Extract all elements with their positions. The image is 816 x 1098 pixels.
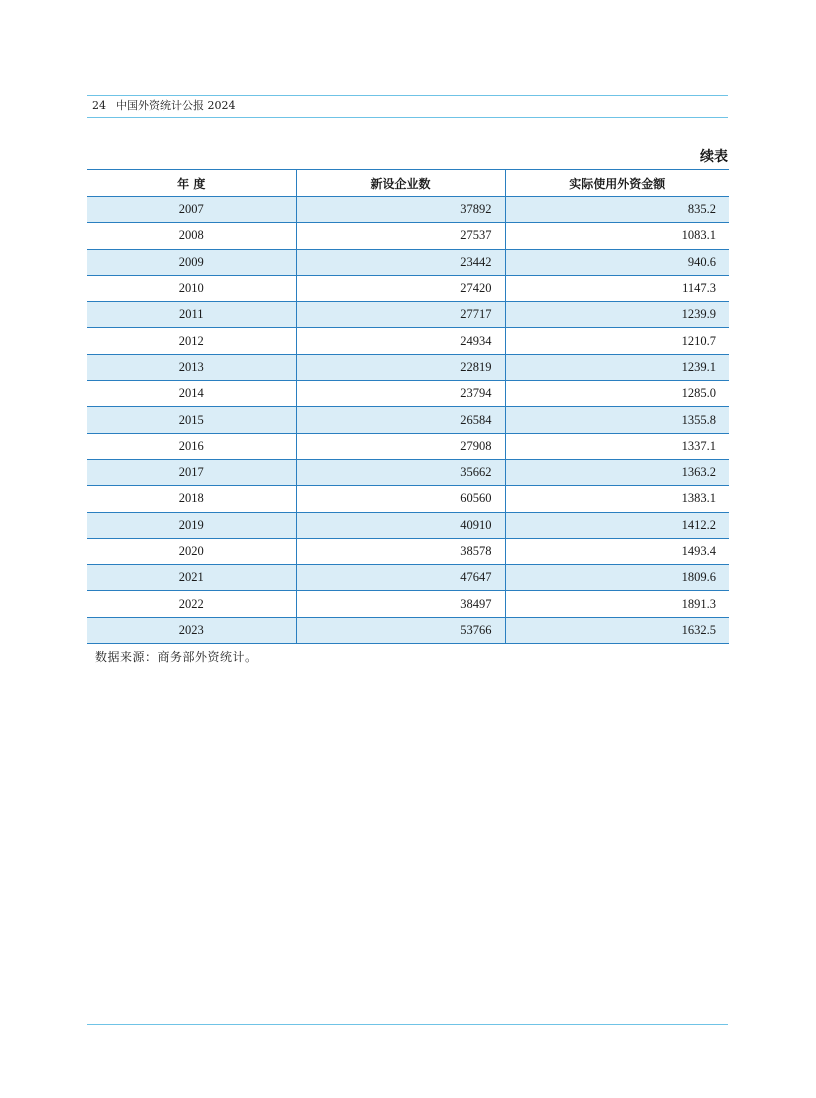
footer-rule [87,1024,728,1025]
year-cell: 2009 [87,249,296,275]
year-cell: 2013 [87,354,296,380]
fdi-actual-cell: 1809.6 [505,565,729,591]
table-row [87,591,729,617]
year-cell: 2011 [87,302,296,328]
column-header-new-enterprises: 新设企业数 [296,170,505,197]
table-row [87,381,729,407]
year-cell: 2019 [87,512,296,538]
new-enterprises-cell: 23442 [296,249,505,275]
new-enterprises-cell: 47647 [296,565,505,591]
table-row [87,512,729,538]
new-enterprises-cell: 27717 [296,302,505,328]
fdi-actual-cell: 940.6 [505,249,729,275]
new-enterprises-cell: 23794 [296,381,505,407]
table-row [87,617,729,643]
table-row [87,354,729,380]
page-number: 24 [92,99,106,112]
header-bottom-rule [87,117,728,118]
year-cell: 2023 [87,617,296,643]
source-note: 数据来源：商务部外资统计。 [95,650,258,664]
table-row [87,302,729,328]
year-cell: 2022 [87,591,296,617]
table-row [87,538,729,564]
table-body [87,197,729,644]
table-row [87,565,729,591]
year-cell: 2012 [87,328,296,354]
fdi-actual-cell: 1363.2 [505,459,729,485]
new-enterprises-cell: 38497 [296,591,505,617]
table-row [87,407,729,433]
column-header-fdi-actual: 实际使用外资金额 [505,170,729,197]
fdi-actual-cell: 1412.2 [505,512,729,538]
year-cell: 2021 [87,565,296,591]
table-header-row [87,170,729,197]
fdi-actual-cell: 1891.3 [505,591,729,617]
new-enterprises-cell: 24934 [296,328,505,354]
year-cell: 2008 [87,223,296,249]
fdi-actual-cell: 1355.8 [505,407,729,433]
table-row [87,433,729,459]
year-cell: 2016 [87,433,296,459]
year-cell: 2015 [87,407,296,433]
continued-label: 续表 [700,149,728,165]
year-cell: 2014 [87,381,296,407]
fdi-actual-cell: 835.2 [505,197,729,223]
new-enterprises-cell: 40910 [296,512,505,538]
table-row [87,486,729,512]
year-cell: 2010 [87,275,296,301]
fdi-actual-cell: 1285.0 [505,381,729,407]
fdi-actual-cell: 1337.1 [505,433,729,459]
table-row [87,275,729,301]
running-header [92,99,236,113]
new-enterprises-cell: 53766 [296,617,505,643]
publication-title: 中国外资统计公报 2024 [116,99,236,112]
new-enterprises-cell: 27420 [296,275,505,301]
new-enterprises-cell: 38578 [296,538,505,564]
fdi-statistics-table [87,169,729,644]
new-enterprises-cell: 60560 [296,486,505,512]
fdi-actual-cell: 1239.1 [505,354,729,380]
new-enterprises-cell: 26584 [296,407,505,433]
fdi-actual-cell: 1239.9 [505,302,729,328]
table-row [87,459,729,485]
fdi-actual-cell: 1493.4 [505,538,729,564]
year-cell: 2007 [87,197,296,223]
new-enterprises-cell: 27908 [296,433,505,459]
fdi-actual-cell: 1632.5 [505,617,729,643]
column-header-year: 年 度 [87,170,296,197]
fdi-actual-cell: 1147.3 [505,275,729,301]
fdi-actual-cell: 1383.1 [505,486,729,512]
fdi-actual-cell: 1210.7 [505,328,729,354]
new-enterprises-cell: 37892 [296,197,505,223]
table-row [87,249,729,275]
table-row [87,197,729,223]
new-enterprises-cell: 35662 [296,459,505,485]
table-row [87,328,729,354]
header-top-rule [87,95,728,96]
year-cell: 2018 [87,486,296,512]
table-row [87,223,729,249]
new-enterprises-cell: 22819 [296,354,505,380]
fdi-actual-cell: 1083.1 [505,223,729,249]
year-cell: 2020 [87,538,296,564]
new-enterprises-cell: 27537 [296,223,505,249]
year-cell: 2017 [87,459,296,485]
